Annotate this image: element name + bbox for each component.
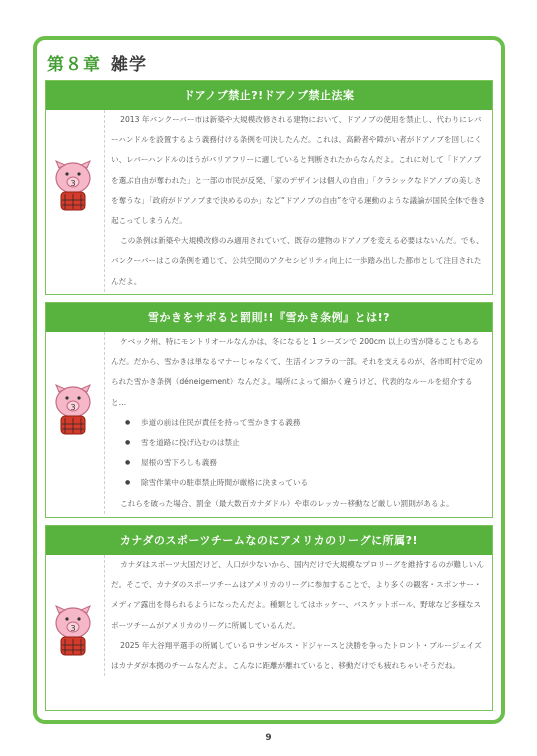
pig-mascot-icon: [52, 160, 94, 212]
paragraph: 2013 年バンクーバー市は新築や大規模改修される建物において、ドアノブの使用を禁止し、代わりにレバーハンドルを設置するよう義務付ける条例を可決したんだ。これは、高齢者や障がい者がドアノブを回しにくい、レバーハンドルのほうがバリアフリーに適していると判断されたからなんだよ。これに対して「ドアノブを選ぶ自由が奪われた」と一部の市民が反発、「家のデザインは個人の自由」「クラシックなドアノブの美しさを奪うな」「政府がドアノブまで決めるのか」など“ドアノブの自由”を守る運動のような議論が国民全体で巻き起こってしまうんだ。: [111, 115, 486, 226]
section-snow-removal: [45, 302, 493, 518]
section-text: [104, 332, 486, 514]
list-item: ● 歩道の前は住民が責任を持って雪かきする義務: [125, 413, 486, 433]
list-item: ● 雪を道路に投げ込むのは禁止: [125, 433, 486, 453]
paragraph: カナダはスポーツ大国だけど、人口が少ないから、国内だけで大規模なプロリーグを維持するのが難しいんだ。そこで、カナダのスポーツチームはアメリカのリーグに参加することで、より多くの観客・スポンサー・メディア露出を得られるようになったんだよ。種類としてはホッケー、バスケットボール、野球など多様なスポーツチームがアメリカのリーグに所属しているんだ。: [111, 560, 484, 630]
section-title: ドアノブ禁止?!ドアノブ禁止法案: [46, 81, 492, 110]
chapter-number: 第８章: [47, 55, 101, 75]
paragraph: これらを破った場合、罰金（最大数百カナダドル）や車のレッカー移動など厳しい罰則があるよ。: [120, 498, 454, 508]
section-text: [104, 555, 486, 676]
section-body: [46, 332, 492, 518]
rules-list: [111, 413, 486, 494]
section-doorknob: [45, 80, 493, 295]
section-sports-teams: [45, 525, 493, 711]
paragraph: ケベック州、特にモントリオールなんかは、冬になると 1 シーズンで 200cm 以上の雪が降ることもあるんだ。だから、雪かきは単なるマナーじゃなくて、生活インフラの一部。それを支えるのが、各市町村で定められた雪かき条例（déneigement）なんだよ。場所によって細かく違うけど、代表的なルールを紹介すると…: [111, 337, 483, 407]
mascot-label: 3: [70, 624, 76, 633]
pig-mascot-icon: [52, 605, 94, 657]
list-item: ● 屋根の雪下ろしも義務: [125, 453, 486, 473]
mascot-label: 3: [70, 179, 76, 188]
paragraph: この条例は新築や大規模改修のみ適用されていて、既存の建物のドアノブを変える必要はないんだ。でも、バンクーバーはこの条例を通じて、公共空間のアクセシビリティ向上に一歩踏み出した都市として注目されたんだよ。: [111, 236, 484, 286]
page-number: 9: [265, 733, 272, 743]
pig-mascot-icon: [52, 384, 94, 436]
page-frame: [33, 36, 505, 724]
section-text: [104, 110, 486, 292]
section-body: [46, 110, 492, 295]
section-title: カナダのスポーツチームなのにアメリカのリーグに所属?!: [46, 526, 492, 555]
list-item: ● 除雪作業中の駐車禁止時間が厳格に決まっている: [125, 473, 486, 493]
paragraph: 2025 年大谷翔平選手の所属しているロサンゼルス・ドジャースと決勝を争ったトロント・ブルージェイズはカナダが本拠のチームなんだよ。こんなに距離が離れていると、移動だけでも疲れちゃいそうだね。: [111, 640, 482, 671]
section-body: [46, 555, 492, 711]
chapter-heading: [47, 50, 147, 75]
mascot-label: 3: [70, 403, 76, 412]
chapter-title: 雑学: [111, 55, 147, 75]
section-title: 雪かきをサボると罰則!!『雪かき条例』とは!?: [46, 303, 492, 332]
